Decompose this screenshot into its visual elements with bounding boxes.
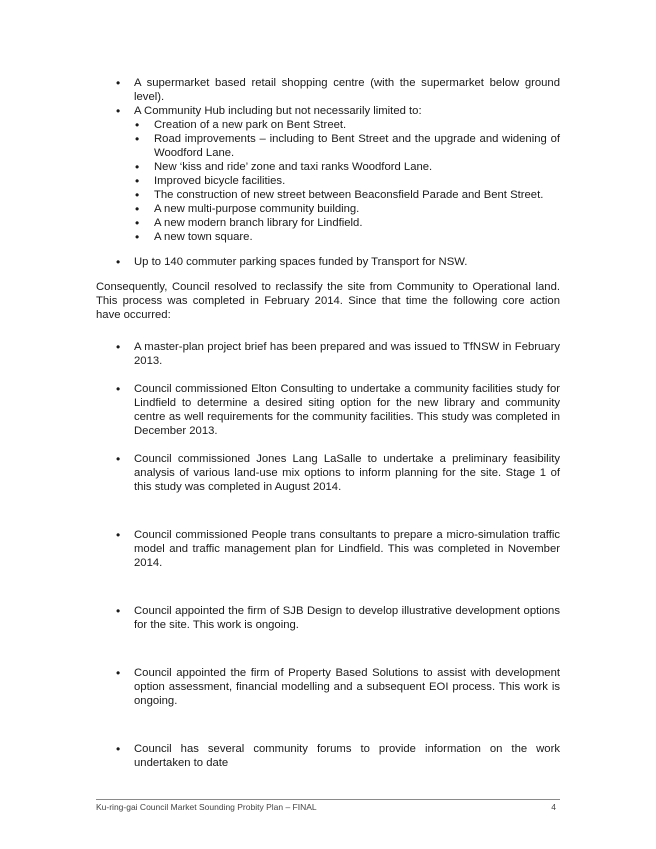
page-number: 4 xyxy=(551,802,556,812)
sub-list-item-text: The construction of new street between Beaconsfield Parade and Bent Street. xyxy=(154,189,544,201)
action-item xyxy=(96,666,560,708)
body-paragraph: Consequently, Council resolved to reclassify the site from Community to Operational land. This process was completed in February 2014. Since that time the following core action have occurred: xyxy=(96,281,560,321)
core-actions-list xyxy=(96,340,560,770)
action-item xyxy=(96,340,560,368)
action-item xyxy=(96,604,560,632)
community-hub-list xyxy=(134,118,560,244)
action-item-text: A master-plan project brief has been prepared and was issued to TfNSW in February 2013. xyxy=(134,341,560,367)
action-item xyxy=(96,452,560,494)
action-item-text: Council has several community forums to provide information on the work undertaken to date xyxy=(134,743,560,769)
action-item xyxy=(96,382,560,438)
action-item-text: Council commissioned People trans consultants to prepare a micro-simulation traffic model and traffic management plan for Lindfield. This was completed in November 2014. xyxy=(134,529,560,569)
sub-list-item xyxy=(134,160,560,174)
sub-list-item xyxy=(134,174,560,188)
list-item-text: A supermarket based retail shopping centre (with the supermarket below ground level). xyxy=(134,77,560,103)
page-body xyxy=(96,76,560,770)
list-item-text: Up to 140 commuter parking spaces funded by Transport for NSW. xyxy=(134,256,468,268)
list-item xyxy=(96,255,560,269)
commuter-parking-list xyxy=(96,255,560,269)
action-item-text: Council commissioned Jones Lang LaSalle to undertake a preliminary feasibility analysis of various land-use mix options to inform planning for the site. Stage 1 of this study was completed in August 2014. xyxy=(134,453,560,493)
sub-list-item-text: A new multi-purpose community building. xyxy=(154,203,360,215)
list-item xyxy=(96,104,560,244)
sub-list-item-text: Road improvements – including to Bent Street and the upgrade and widening of Woodford Lane. xyxy=(154,133,560,159)
sub-list-item-text: Creation of a new park on Bent Street. xyxy=(154,119,347,131)
sub-list-item xyxy=(134,118,560,132)
sub-list-item-text: A new modern branch library for Lindfield. xyxy=(154,217,363,229)
list-item-text: A Community Hub including but not necessarily limited to: xyxy=(134,105,422,117)
action-item-text: Council appointed the firm of Property Based Solutions to assist with development option assessment, financial modelling and a subsequent EOI process. This work is ongoing. xyxy=(134,667,560,707)
proposal-list xyxy=(96,76,560,244)
sub-list-item-text: Improved bicycle facilities. xyxy=(154,175,286,187)
list-item xyxy=(96,76,560,104)
sub-list-item-text: A new town square. xyxy=(154,231,253,243)
sub-list-item xyxy=(134,202,560,216)
action-item-text: Council appointed the firm of SJB Design to develop illustrative development options for the site. This work is ongoing. xyxy=(134,605,560,631)
sub-list-item xyxy=(134,216,560,230)
action-item xyxy=(96,742,560,770)
footer-title: Ku-ring-gai Council Market Sounding Probity Plan – FINAL xyxy=(96,802,317,812)
action-item xyxy=(96,528,560,570)
sub-list-item xyxy=(134,132,560,160)
footer-divider xyxy=(96,799,560,800)
sub-list-item xyxy=(134,230,560,244)
sub-list-item xyxy=(134,188,560,202)
action-item-text: Council commissioned Elton Consulting to undertake a community facilities study for Lindfield to determine a desired siting option for the new library and community centre as well requirements for the community facilities. This study was completed in December 2013. xyxy=(134,383,560,437)
sub-list-item-text: New ‘kiss and ride’ zone and taxi ranks Woodford Lane. xyxy=(154,161,433,173)
